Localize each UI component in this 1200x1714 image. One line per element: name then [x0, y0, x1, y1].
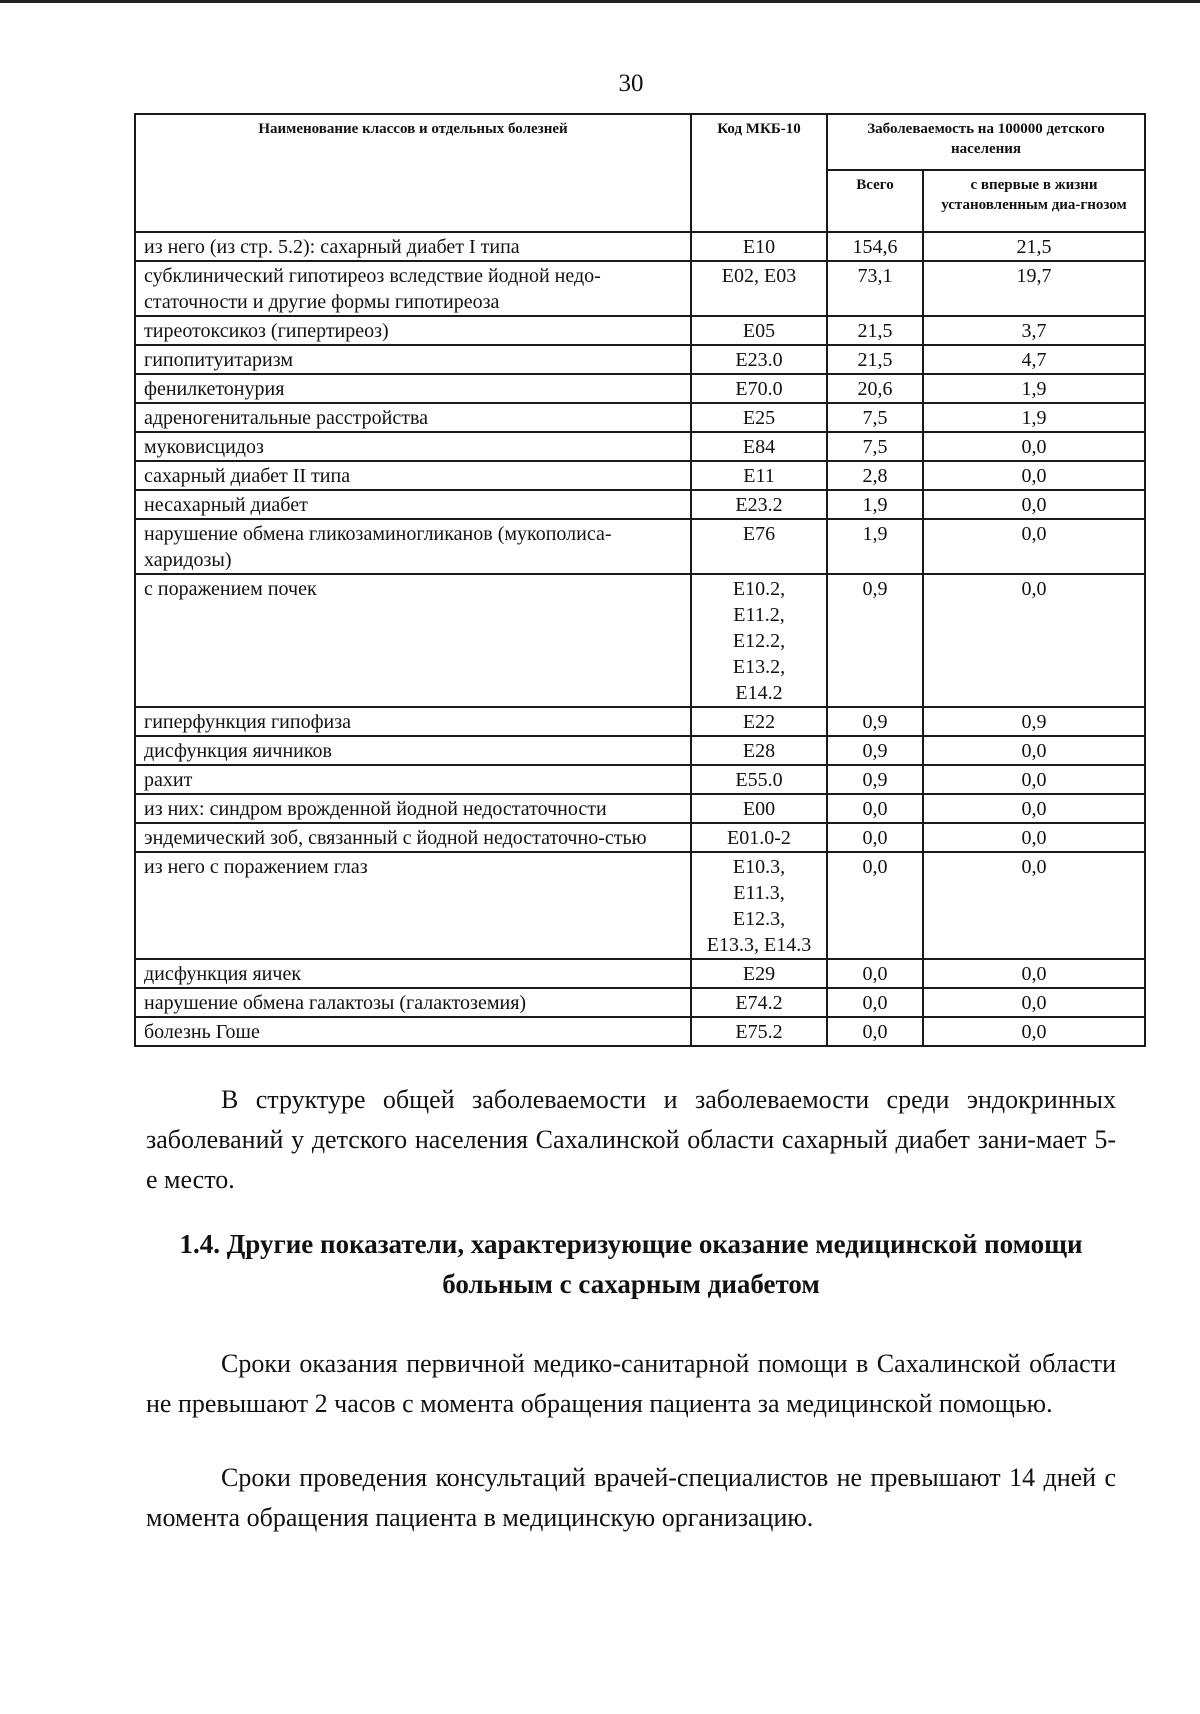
cell-disease-name: из него с поражением глаз [135, 852, 691, 959]
header-incidence: Заболеваемость на 100000 детского населения [827, 114, 1145, 170]
cell-disease-name: с поражением почек [135, 574, 691, 707]
table-row [135, 1017, 1145, 1046]
header-first-diagnosed: с впервые в жизни установленным диа-гнозом [923, 170, 1145, 232]
cell-first-diagnosed: 0,0 [923, 519, 1145, 574]
header-icd-code: Код МКБ-10 [691, 114, 827, 232]
cell-total: 20,6 [827, 374, 923, 403]
paragraph-consultation-time: Сроки проведения консультаций врачей-специалистов не превышают 14 дней с момента обращения пациента в медицинскую организацию. [146, 1463, 1116, 1532]
cell-total: 1,9 [827, 519, 923, 574]
cell-icd-code: E75.2 [691, 1017, 827, 1046]
cell-first-diagnosed: 0,0 [923, 765, 1145, 794]
cell-first-diagnosed: 0,0 [923, 852, 1145, 959]
cell-total: 0,0 [827, 1017, 923, 1046]
cell-disease-name: дисфункция яичек [135, 959, 691, 988]
cell-first-diagnosed: 0,0 [923, 794, 1145, 823]
cell-first-diagnosed: 1,9 [923, 403, 1145, 432]
cell-disease-name: субклинический гипотиреоз вследствие йодной недо-статочности и другие формы гипотиреоза [135, 261, 691, 316]
header-disease-name: Наименование классов и отдельных болезней [135, 114, 691, 232]
cell-total: 0,9 [827, 736, 923, 765]
cell-first-diagnosed: 0,0 [923, 574, 1145, 707]
cell-total: 2,8 [827, 461, 923, 490]
cell-disease-name: муковисцидоз [135, 432, 691, 461]
table-body [135, 232, 1145, 1046]
cell-icd-code: E05 [691, 316, 827, 345]
cell-first-diagnosed: 0,0 [923, 490, 1145, 519]
cell-total: 7,5 [827, 403, 923, 432]
cell-total: 154,6 [827, 232, 923, 261]
cell-total: 0,0 [827, 852, 923, 959]
table-row [135, 736, 1145, 765]
cell-icd-code: E70.0 [691, 374, 827, 403]
cell-first-diagnosed: 0,0 [923, 823, 1145, 852]
cell-icd-code: E10.2, E11.2, E12.2, E13.2, E14.2 [691, 574, 827, 707]
cell-first-diagnosed: 21,5 [923, 232, 1145, 261]
header-total: Всего [827, 170, 923, 232]
morbidity-table [134, 113, 1146, 1047]
cell-disease-name: эндемический зоб, связанный с йодной недостаточно-стью [135, 823, 691, 852]
cell-total: 0,9 [827, 765, 923, 794]
cell-first-diagnosed: 0,0 [923, 736, 1145, 765]
cell-first-diagnosed: 4,7 [923, 345, 1145, 374]
cell-icd-code: E84 [691, 432, 827, 461]
table-row [135, 765, 1145, 794]
cell-disease-name: из него (из стр. 5.2): сахарный диабет I типа [135, 232, 691, 261]
cell-disease-name: дисфункция яичников [135, 736, 691, 765]
cell-disease-name: тиреотоксикоз (гипертиреоз) [135, 316, 691, 345]
cell-total: 21,5 [827, 316, 923, 345]
cell-icd-code: E22 [691, 707, 827, 736]
cell-icd-code: E28 [691, 736, 827, 765]
table-row [135, 432, 1145, 461]
table-row [135, 794, 1145, 823]
table-row [135, 707, 1145, 736]
cell-icd-code: E02, E03 [691, 261, 827, 316]
page-number: 30 [618, 70, 644, 97]
cell-disease-name: нарушение обмена галактозы (галактоземия) [135, 988, 691, 1017]
cell-total: 0,0 [827, 823, 923, 852]
cell-disease-name: фенилкетонурия [135, 374, 691, 403]
cell-first-diagnosed: 0,0 [923, 988, 1145, 1017]
cell-icd-code: E10.3, E11.3, E12.3, E13.3, E14.3 [691, 852, 827, 959]
cell-icd-code: E01.0-2 [691, 823, 827, 852]
cell-disease-name: из них: синдром врожденной йодной недостаточности [135, 794, 691, 823]
cell-disease-name: болезнь Гоше [135, 1017, 691, 1046]
table-row [135, 988, 1145, 1017]
cell-icd-code: E23.0 [691, 345, 827, 374]
table-row [135, 574, 1145, 707]
table-row [135, 261, 1145, 316]
cell-total: 0,9 [827, 707, 923, 736]
table-row [135, 519, 1145, 574]
cell-first-diagnosed: 0,0 [923, 1017, 1145, 1046]
cell-icd-code: E74.2 [691, 988, 827, 1017]
table-row [135, 374, 1145, 403]
cell-icd-code: E29 [691, 959, 827, 988]
cell-disease-name: адреногенитальные расстройства [135, 403, 691, 432]
table-row [135, 232, 1145, 261]
paragraph-diabetes-rank: В структуре общей заболеваемости и заболеваемости среди эндокринных заболеваний у детского населения Сахалинской области сахарный диабет зани-мает 5-е место. [146, 1085, 1116, 1194]
cell-icd-code: E25 [691, 403, 827, 432]
cell-total: 0,0 [827, 794, 923, 823]
cell-icd-code: E23.2 [691, 490, 827, 519]
paragraph-primary-care-time: Сроки оказания первичной медико-санитарной помощи в Сахалинской области не превышают 2 часов с момента обращения пациента за медицинской помощью. [146, 1349, 1116, 1418]
cell-first-diagnosed: 3,7 [923, 316, 1145, 345]
cell-total: 0,9 [827, 574, 923, 707]
cell-first-diagnosed: 0,0 [923, 461, 1145, 490]
cell-first-diagnosed: 0,9 [923, 707, 1145, 736]
cell-total: 21,5 [827, 345, 923, 374]
table-header-row [135, 114, 1145, 170]
table-row [135, 490, 1145, 519]
top-border-line [0, 0, 1200, 3]
cell-icd-code: E55.0 [691, 765, 827, 794]
table-row [135, 823, 1145, 852]
cell-icd-code: E10 [691, 232, 827, 261]
cell-icd-code: E00 [691, 794, 827, 823]
cell-disease-name: нарушение обмена гликозаминогликанов (мукополиса-харидозы) [135, 519, 691, 574]
table-row [135, 403, 1145, 432]
table-row [135, 345, 1145, 374]
cell-icd-code: E11 [691, 461, 827, 490]
cell-total: 1,9 [827, 490, 923, 519]
cell-total: 7,5 [827, 432, 923, 461]
cell-disease-name: рахит [135, 765, 691, 794]
cell-total: 0,0 [827, 988, 923, 1017]
cell-first-diagnosed: 19,7 [923, 261, 1145, 316]
section-heading: 1.4. Другие показатели, характеризующие оказание медицинской помощи больным с сахарным диабетом [179, 1229, 1083, 1299]
cell-disease-name: гиперфункция гипофиза [135, 707, 691, 736]
table-row [135, 316, 1145, 345]
cell-first-diagnosed: 1,9 [923, 374, 1145, 403]
cell-disease-name: гипопитуитаризм [135, 345, 691, 374]
cell-icd-code: E76 [691, 519, 827, 574]
table-row [135, 959, 1145, 988]
cell-total: 0,0 [827, 959, 923, 988]
cell-first-diagnosed: 0,0 [923, 959, 1145, 988]
table-row [135, 461, 1145, 490]
cell-disease-name: несахарный диабет [135, 490, 691, 519]
cell-disease-name: сахарный диабет II типа [135, 461, 691, 490]
cell-first-diagnosed: 0,0 [923, 432, 1145, 461]
cell-total: 73,1 [827, 261, 923, 316]
table-row [135, 852, 1145, 959]
